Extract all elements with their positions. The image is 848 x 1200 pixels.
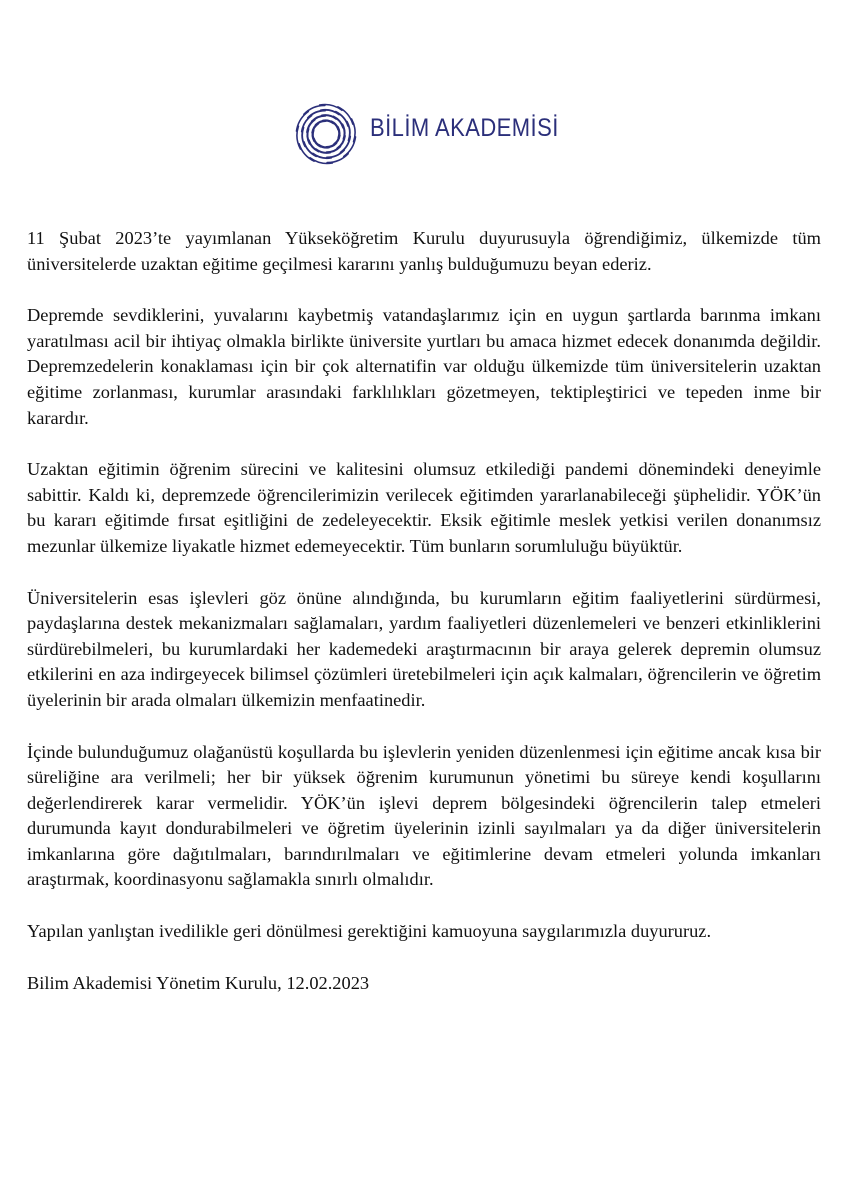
organization-name: BİLİM AKADEMİSİ (370, 114, 559, 142)
paragraph-5: İçinde bulunduğumuz olağanüstü koşullarda bu işlevlerin yeniden düzenlenmesi için eğitime ancak kısa bir süreliğine ara verilmeli; her bir yüksek öğrenim kurumunun yönetimi bu süreye kendi koşullarını değerlendirerek karar vermelidir. YÖK’ün işlevi deprem bölgesindeki öğrencilerin talep etmeleri durumunda kayıt dondurabilmeleri ve öğretim üyelerinin izinli sayılmaları ya da diğer üniversitelerin imkanlarına göre dağıtılmaları, barındırılmaları ve eğitimlerine devam etmeleri yolunda imkanları araştırmak, koordinasyonu sağlamakla sınırlı olmalıdır. (27, 741, 821, 890)
paragraph-2: Depremde sevdiklerini, yuvalarını kaybetmiş vatandaşlarımız için en uygun şartlarda barınma imkanı yaratılması acil bir ihtiyaç olmakla birlikte üniversite yurtları bu amaca hizmet edecek donanımda değildir. Depremzedelerin konaklaması için bir çok alternatifin var olduğu ülkemizde tüm üniversitelerin uzaktan eğitime zorlanması, kurumlar arasındaki farklılıkları gözetmeyen, tektipleştirici ve tepeden inme bir karardır. (27, 305, 821, 428)
paragraph-1: 11 Şubat 2023’te yayımlanan Yükseköğretim Kurulu duyurusuyla öğrendiğimiz, ülkemizde tüm üniversitelerde uzaktan eğitime geçilmesi kararını yanlış bulduğumuzu beyan ederiz. (27, 228, 821, 274)
paragraph-3: Uzaktan eğitimin öğrenim sürecini ve kalitesini olumsuz etkilediği pandemi dönemindeki deneyimle sabittir. Kaldı ki, depremzede öğrencilerimizin verilecek eğitimden yararlanabileceği şüphelidir. YÖK’ün bu kararı eğitimde fırsat eşitliğini de zedeleyecektir. Eksik eğitimle meslek yetkisi verilen donanımsız mezunlar ülkemize liyakatle hizmet edemeyecektir. Tüm bunların sorumluluğu büyüktür. (27, 459, 821, 556)
bilim-akademisi-logo-icon (288, 96, 364, 172)
paragraph-6: Yapılan yanlıştan ivedilikle geri dönülmesi gerektiğini kamuoyuna saygılarımızla duyururuz. (27, 921, 712, 942)
signature-line: Bilim Akademisi Yönetim Kurulu, 12.02.2023 (27, 972, 370, 993)
paragraph-4: Üniversitelerin esas işlevleri göz önüne alındığında, bu kurumların eğitim faaliyetlerini sürdürmesi, paydaşlarına destek mekanizmaları sağlamaları, yardım faaliyetleri düzenlemeleri ve benzeri etkinliklerini sürdürebilmeleri, bu kurumlardaki her kademedeki araştırmacının bir araya gelerek depremin olumsuz etkilerini en aza indirgeyecek bilimsel çözümleri üretebilmeleri için açık kalmaları, öğrencilerin ve öğretim üyelerinin bir arada olmaları ülkemizin menfaatinedir. (27, 587, 821, 710)
letterhead (288, 92, 558, 172)
letter-body (27, 226, 821, 1022)
